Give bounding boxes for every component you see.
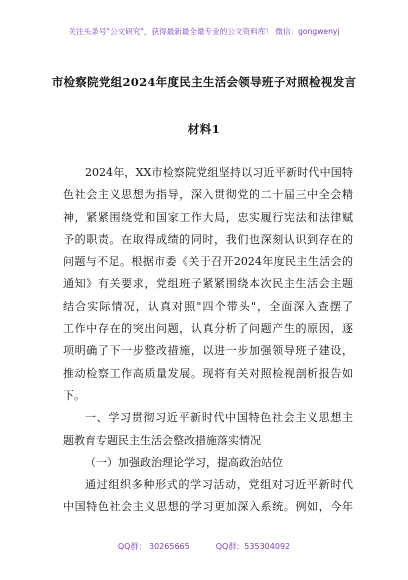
body-line: 通知》有关要求，党组班子紧紧围绕本次民主生活会主题 [63,277,353,291]
footer-qq-group-2[interactable]: QQ群：535304092 [215,542,291,551]
body-line: 中国特色社会主义思想的学习更加深入系统。例如，今年 [63,500,353,514]
section-heading-line: 题教育专题民主生活会整改措施落实情况 [63,433,261,447]
subsection-heading: （一）加强政治理论学习，提高政治站位 [85,455,283,469]
body-line: 问题与不足。根据市委《关于召开2024年度民主生活会的 [63,255,353,269]
footer-contact [0,541,408,552]
body-line: 推动检察工作高质量发展。现将有关对照检视剖析报告如 [63,366,353,380]
body-line: 下。 [63,388,85,402]
header-banner[interactable]: 关注头条号"公文研究"，获得最新最全最专业的公文资料库！ 微信：gongwenyj [68,27,340,36]
section-heading-line: 一、学习贯彻习近平新时代中国特色社会主义思想主 [85,411,353,425]
body-line: 神，紧紧围绕党和国家工作大局，忠实履行宪法和法律赋 [63,210,353,224]
body-line: 2024年，XX市检察院党组坚持以习近平新时代中国特 [85,166,353,179]
body-line: 项明确了下一步整改措施，以进一步加强领导班子建设， [63,344,353,358]
footer-qq-group-1[interactable]: QQ群： 30265665 [117,542,190,551]
body-line: 色社会主义思想为指导，深入贯彻党的二十届三中全会精 [63,188,353,202]
document-title: 市检察院党组2024年度民主生活会领导班子对照检视发言 [51,75,357,89]
document-subtitle: 材料1 [187,122,221,136]
body-line: 予的职责。在取得成绩的同时，我们也深刻认识到存在的 [63,232,353,246]
body-line: 工作中存在的突出问题，认真分析了问题产生的原因，逐 [63,322,353,336]
body-line: 通过组织多种形式的学习活动，党组对习近平新时代 [85,478,353,492]
document-body [63,162,353,519]
body-line: 结合实际情况，认真对照"四个带头"，全面深入查摆了 [63,299,353,313]
